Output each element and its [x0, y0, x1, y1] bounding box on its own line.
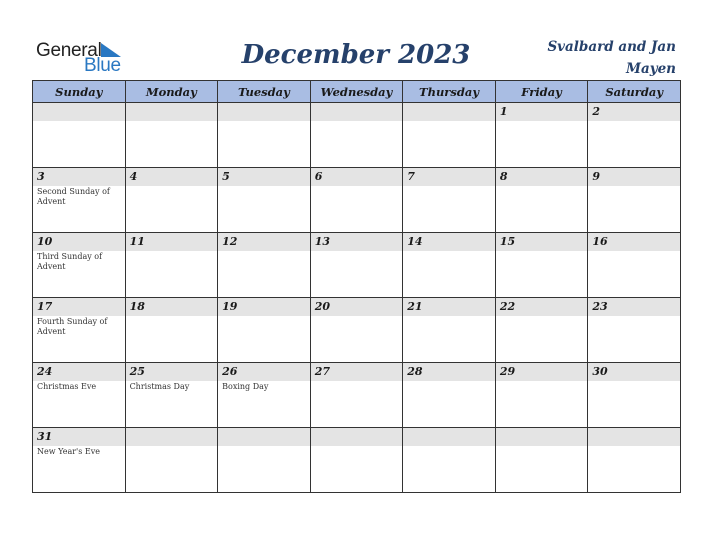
holiday-label: Fourth Sunday of Advent: [37, 317, 108, 336]
day-number: 19: [222, 300, 238, 313]
day-number: 20: [314, 300, 330, 313]
day-number: 31: [37, 430, 53, 443]
holiday-label: [218, 446, 310, 447]
day-number-bar: [496, 298, 588, 316]
day-number: 2: [592, 105, 601, 118]
day-number-bar: [33, 233, 125, 251]
brand-blue-text: Blue: [84, 55, 121, 76]
day-number: [126, 103, 218, 121]
day-cell: [403, 428, 496, 493]
day-number-bar: [311, 233, 403, 251]
day-cell: [495, 428, 588, 493]
day-number-bar: [126, 233, 218, 251]
day-number: 21: [407, 300, 423, 313]
day-number-bar: [588, 103, 680, 121]
day-number: 18: [129, 300, 145, 313]
page-title: December 2023: [241, 40, 471, 70]
day-cell: [588, 103, 681, 168]
day-number-bar: [588, 168, 680, 186]
day-cell: [310, 363, 403, 428]
day-cell: [403, 168, 496, 233]
day-number: 23: [592, 300, 608, 313]
weekday-header: Friday: [495, 81, 588, 103]
brand-general-text: General: [36, 40, 102, 61]
day-cell: [588, 428, 681, 493]
day-number-bar: [126, 363, 218, 381]
day-number: 12: [222, 235, 238, 248]
holiday-label: [126, 186, 218, 187]
day-number-bar: [33, 103, 125, 121]
day-number-bar: [496, 103, 588, 121]
day-number: [311, 428, 403, 446]
day-number: [126, 428, 218, 446]
day-cell: [218, 233, 311, 298]
day-number: 22: [499, 300, 516, 313]
day-number: 25: [129, 365, 145, 378]
day-number-bar: [218, 298, 310, 316]
day-cell: [125, 298, 218, 363]
holiday-label: [33, 121, 125, 122]
day-number: 16: [592, 235, 608, 248]
day-cell: [33, 168, 126, 233]
day-number-bar: [403, 428, 495, 446]
day-number-bar: [33, 168, 125, 186]
day-cell: [125, 168, 218, 233]
day-number-bar: [403, 363, 495, 381]
day-number: 28: [407, 365, 423, 378]
day-number: 7: [407, 170, 415, 183]
weekday-header: Wednesday: [310, 81, 403, 103]
day-number: 4: [129, 170, 138, 183]
day-number-bar: [588, 298, 680, 316]
holiday-label: [218, 251, 310, 252]
day-cell: [218, 298, 311, 363]
day-number: 15: [499, 235, 516, 248]
day-cell: [495, 298, 588, 363]
day-cell: [403, 233, 496, 298]
day-cell: [218, 103, 311, 168]
holiday-label: [496, 316, 588, 317]
day-number: 30: [592, 365, 608, 378]
weekday-header-row: [33, 81, 681, 103]
day-number-bar: [126, 103, 218, 121]
day-number: [218, 103, 310, 121]
day-number-bar: [126, 298, 218, 316]
day-cell: [218, 168, 311, 233]
day-number-bar: [33, 298, 125, 316]
day-number: 29: [499, 365, 516, 378]
week-row: [33, 103, 681, 168]
week-row: [33, 363, 681, 428]
day-number-bar: [403, 298, 495, 316]
day-number: 1: [499, 105, 508, 118]
holiday-label: New Year's Eve: [37, 447, 100, 456]
day-cell: [588, 233, 681, 298]
holiday-label: [311, 446, 403, 447]
day-number: [33, 103, 125, 121]
day-number: [311, 103, 403, 121]
holiday-label: [218, 121, 310, 122]
day-cell: [310, 233, 403, 298]
holiday-label: [403, 316, 495, 317]
day-number: 24: [37, 365, 53, 378]
holiday-label: [588, 251, 680, 252]
day-number-bar: [403, 168, 495, 186]
holiday-label: [403, 381, 495, 382]
day-cell: [218, 428, 311, 493]
day-number-bar: [588, 428, 680, 446]
week-row: [33, 298, 681, 363]
day-cell: [125, 428, 218, 493]
holiday-label: [218, 186, 310, 187]
holiday-label: [126, 316, 218, 317]
day-number: 3: [37, 170, 45, 183]
day-cell: [310, 103, 403, 168]
day-number-bar: [33, 428, 125, 446]
day-number-bar: [218, 103, 310, 121]
day-number-bar: [218, 233, 310, 251]
day-number-bar: [403, 103, 495, 121]
day-number-bar: [218, 168, 310, 186]
day-number-bar: [496, 363, 588, 381]
day-number: [588, 428, 680, 446]
day-number-bar: [496, 233, 588, 251]
day-number-bar: [588, 363, 680, 381]
day-cell: [495, 363, 588, 428]
holiday-label: Third Sunday of Advent: [37, 252, 103, 271]
holiday-label: [311, 186, 403, 187]
day-number-bar: [218, 363, 310, 381]
day-cell: [403, 363, 496, 428]
day-number: [496, 428, 588, 446]
weekday-header: Monday: [125, 81, 218, 103]
weekday-header: Tuesday: [218, 81, 311, 103]
holiday-label: Second Sunday of Advent: [37, 187, 110, 206]
day-cell: [125, 103, 218, 168]
day-number: [403, 103, 495, 121]
holiday-label: [496, 121, 588, 122]
day-number: 5: [222, 170, 230, 183]
day-cell: [218, 363, 311, 428]
holiday-label: [588, 186, 680, 187]
holiday-label: [218, 316, 310, 317]
day-number: [218, 428, 310, 446]
day-number: 9: [592, 170, 601, 183]
day-number: 11: [129, 235, 145, 248]
day-cell: [495, 103, 588, 168]
holiday-label: [496, 446, 588, 447]
day-cell: [33, 233, 126, 298]
day-cell: [588, 298, 681, 363]
day-cell: [33, 103, 126, 168]
holiday-label: [496, 251, 588, 252]
day-number-bar: [403, 233, 495, 251]
day-number-bar: [311, 298, 403, 316]
day-cell: [125, 363, 218, 428]
day-number-bar: [311, 363, 403, 381]
day-cell: [310, 298, 403, 363]
holiday-label: [496, 186, 588, 187]
day-number: 8: [499, 170, 508, 183]
day-number-bar: [311, 428, 403, 446]
holiday-label: Boxing Day: [222, 382, 269, 391]
day-cell: [125, 233, 218, 298]
weekday-header: Thursday: [403, 81, 496, 103]
holiday-label: [126, 121, 218, 122]
holiday-label: [588, 381, 680, 382]
holiday-label: Christmas Eve: [37, 382, 97, 391]
holiday-label: [403, 121, 495, 122]
day-cell: [310, 168, 403, 233]
day-number: 27: [314, 365, 330, 378]
holiday-label: Christmas Day: [129, 382, 190, 391]
day-number-bar: [311, 103, 403, 121]
holiday-label: [588, 316, 680, 317]
day-number-bar: [496, 168, 588, 186]
weekday-header: Sunday: [33, 81, 126, 103]
region-label: Svalbard and Jan Mayen: [547, 39, 676, 77]
day-number-bar: [496, 428, 588, 446]
day-cell: [588, 363, 681, 428]
day-number-bar: [588, 233, 680, 251]
day-cell: [588, 168, 681, 233]
day-number-bar: [126, 428, 218, 446]
holiday-label: [311, 251, 403, 252]
day-number: 14: [407, 235, 423, 248]
holiday-label: [403, 446, 495, 447]
holiday-label: [496, 381, 588, 382]
holiday-label: [126, 446, 218, 447]
holiday-label: [126, 251, 218, 252]
day-number-bar: [311, 168, 403, 186]
day-number: 6: [314, 170, 323, 183]
holiday-label: [588, 121, 680, 122]
day-number: [403, 428, 495, 446]
holiday-label: [403, 186, 495, 187]
day-cell: [495, 168, 588, 233]
week-row: [33, 428, 681, 493]
holiday-label: [311, 316, 403, 317]
weekday-header: Saturday: [588, 81, 681, 103]
day-cell: [310, 428, 403, 493]
holiday-label: [311, 381, 403, 382]
day-cell: [33, 298, 126, 363]
day-number: 10: [37, 235, 53, 248]
day-number-bar: [33, 363, 125, 381]
day-number: 13: [314, 235, 330, 248]
holiday-label: [311, 121, 403, 122]
day-number: 26: [222, 365, 238, 378]
day-number-bar: [218, 428, 310, 446]
holiday-label: [588, 446, 680, 447]
day-cell: [33, 363, 126, 428]
week-row: [33, 233, 681, 298]
holiday-label: [403, 251, 495, 252]
calendar-grid: [32, 80, 681, 493]
day-cell: [403, 298, 496, 363]
day-cell: [495, 233, 588, 298]
day-cell: [33, 428, 126, 493]
day-number-bar: [126, 168, 218, 186]
day-number: 17: [37, 300, 53, 313]
week-row: [33, 168, 681, 233]
day-cell: [403, 103, 496, 168]
